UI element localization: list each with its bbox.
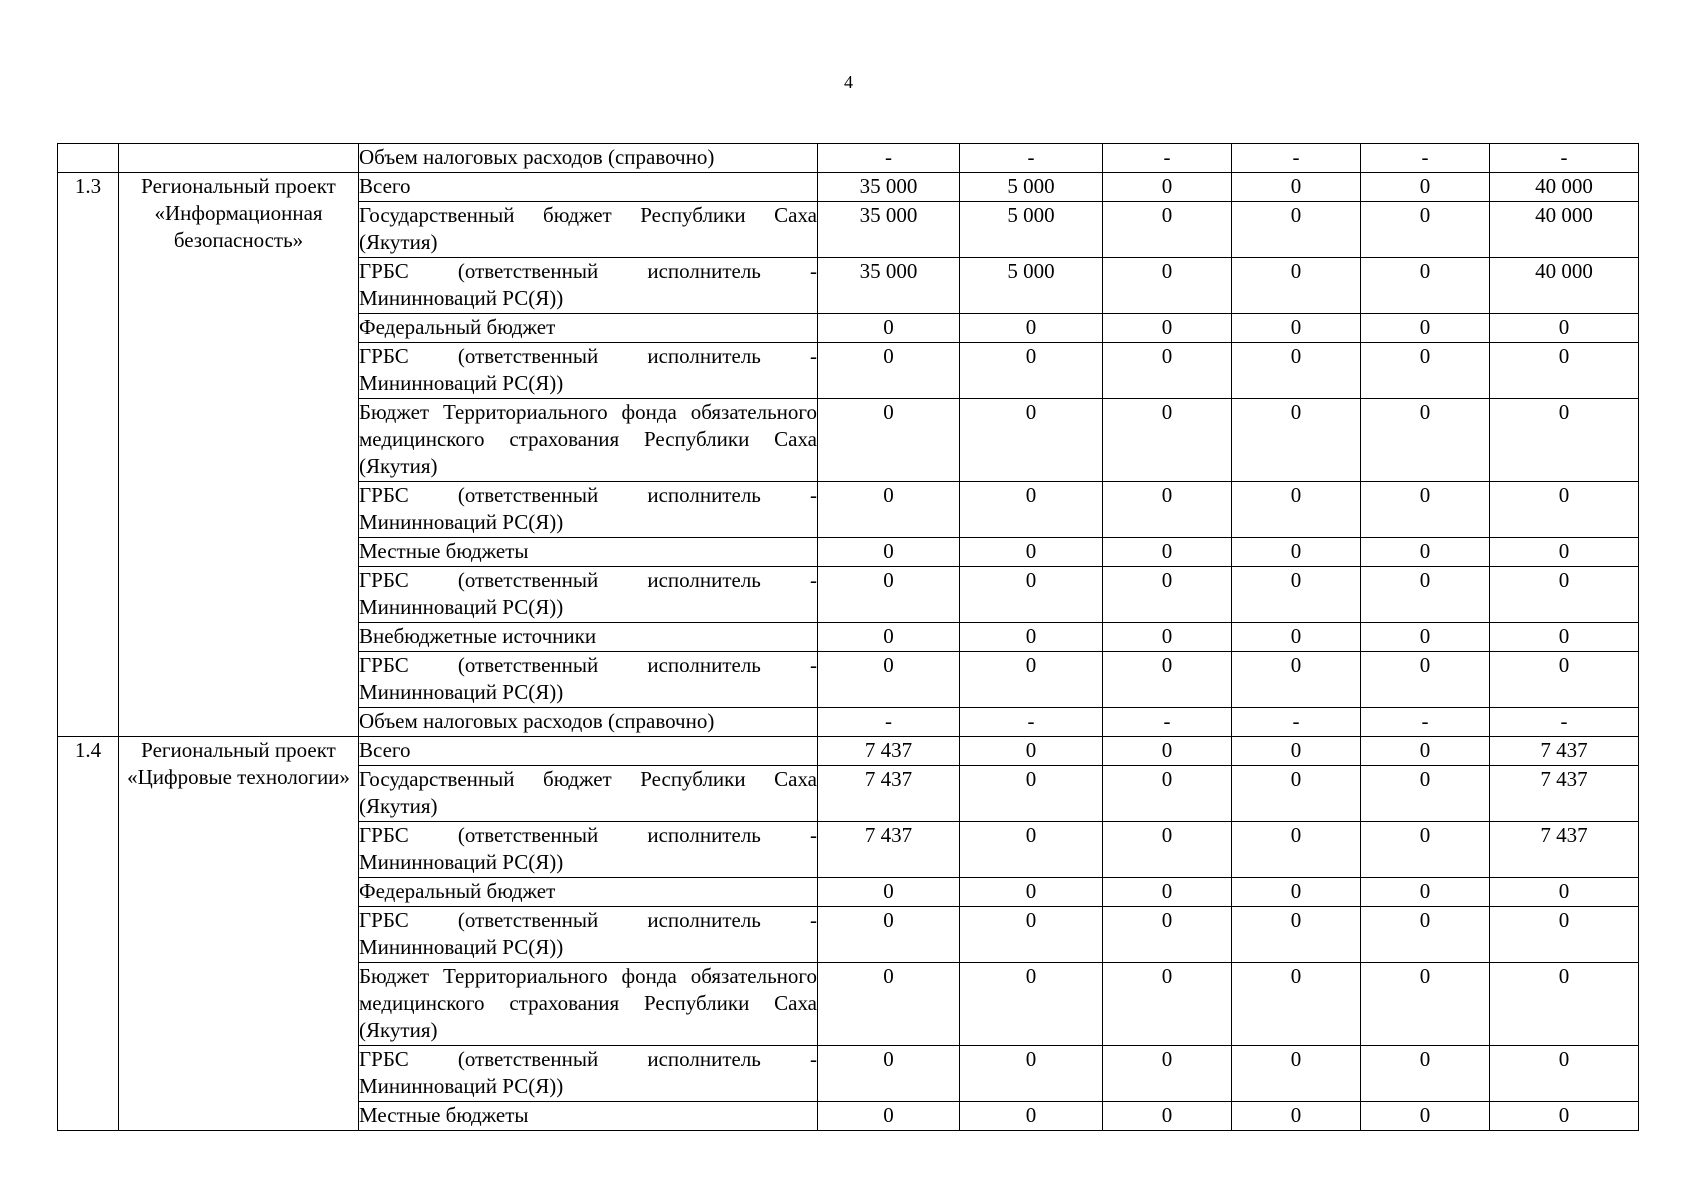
value-cell: 0 xyxy=(960,907,1103,963)
value-cell: 0 xyxy=(960,623,1103,652)
value-cell: 0 xyxy=(1361,258,1490,314)
budget-table xyxy=(57,143,1639,1131)
value-cell: 0 xyxy=(1232,1102,1361,1131)
value-cell: 0 xyxy=(818,623,960,652)
funding-source-label: Федеральный бюджет xyxy=(359,879,556,903)
value-cell: 0 xyxy=(1490,538,1639,567)
value-cell: - xyxy=(818,708,960,737)
funding-source-cell xyxy=(359,1102,818,1131)
value-cell: 0 xyxy=(1361,1102,1490,1131)
value-cell: 0 xyxy=(1361,907,1490,963)
value-cell: 0 xyxy=(1232,567,1361,623)
funding-source-cell xyxy=(359,1046,818,1102)
value-cell: 0 xyxy=(1103,343,1232,399)
value-cell: 0 xyxy=(1361,399,1490,482)
project-name-cell: Региональный проект «Информационная безопасность» xyxy=(119,173,359,737)
value-cell: - xyxy=(1103,708,1232,737)
value-cell: 0 xyxy=(1361,538,1490,567)
table-row xyxy=(58,173,1639,202)
value-cell: 0 xyxy=(1490,652,1639,708)
funding-source-label: Бюджет Территориального фонда обязательного медицинского страхования Республики Саха (Якутия) xyxy=(359,964,817,1042)
funding-source-label: ГРБС (ответственный исполнитель - Мининноваций РС(Я)) xyxy=(359,1047,817,1098)
value-cell: 0 xyxy=(1232,314,1361,343)
funding-source-label: Бюджет Территориального фонда обязательного медицинского страхования Республики Саха (Якутия) xyxy=(359,400,817,478)
value-cell: 0 xyxy=(818,1046,960,1102)
value-cell: 0 xyxy=(1490,1046,1639,1102)
item-name-cell xyxy=(119,144,359,173)
value-cell: 0 xyxy=(1103,258,1232,314)
funding-source-cell xyxy=(359,258,818,314)
value-cell: 0 xyxy=(818,343,960,399)
value-cell: 0 xyxy=(818,567,960,623)
value-cell: 0 xyxy=(818,538,960,567)
value-cell: 0 xyxy=(1490,399,1639,482)
value-cell: 0 xyxy=(818,652,960,708)
funding-source-cell xyxy=(359,202,818,258)
value-cell: 7 437 xyxy=(818,737,960,766)
funding-source-label: Местные бюджеты xyxy=(359,539,529,563)
value-cell: 0 xyxy=(1361,202,1490,258)
funding-source-label: Государственный бюджет Республики Саха (Якутия) xyxy=(359,203,817,254)
item-number-cell xyxy=(58,144,119,173)
value-cell: - xyxy=(1103,144,1232,173)
funding-source-label: Всего xyxy=(359,174,411,198)
value-cell: - xyxy=(960,708,1103,737)
value-cell: 0 xyxy=(1361,737,1490,766)
funding-source-label: Федеральный бюджет xyxy=(359,315,556,339)
value-cell: 0 xyxy=(960,766,1103,822)
value-cell: 0 xyxy=(960,878,1103,907)
value-cell: 0 xyxy=(1232,878,1361,907)
value-cell: 0 xyxy=(960,822,1103,878)
value-cell: 35 000 xyxy=(818,202,960,258)
value-cell: 40 000 xyxy=(1490,258,1639,314)
value-cell: 0 xyxy=(818,399,960,482)
value-cell: 0 xyxy=(1232,399,1361,482)
value-cell: - xyxy=(1490,708,1639,737)
page-number: 4 xyxy=(844,72,853,92)
value-cell: - xyxy=(1361,708,1490,737)
value-cell: 40 000 xyxy=(1490,202,1639,258)
funding-source-cell xyxy=(359,343,818,399)
value-cell: 0 xyxy=(1490,963,1639,1046)
value-cell: 0 xyxy=(1103,623,1232,652)
item-number-cell: 1.3 xyxy=(58,173,119,737)
funding-source-label: Всего xyxy=(359,738,411,762)
value-cell: 0 xyxy=(1103,1046,1232,1102)
value-cell: 0 xyxy=(818,907,960,963)
value-cell: 0 xyxy=(1232,822,1361,878)
value-cell: 0 xyxy=(1361,343,1490,399)
value-cell: 0 xyxy=(1361,173,1490,202)
funding-source-label: ГРБС (ответственный исполнитель - Мининноваций РС(Я)) xyxy=(359,483,817,534)
funding-source-cell xyxy=(359,907,818,963)
funding-source-label: Объем налоговых расходов (справочно) xyxy=(359,709,715,733)
value-cell: 0 xyxy=(1103,482,1232,538)
value-cell: 0 xyxy=(960,652,1103,708)
value-cell: 0 xyxy=(1103,567,1232,623)
value-cell: 0 xyxy=(1103,963,1232,1046)
funding-source-label: ГРБС (ответственный исполнитель - Мининноваций РС(Я)) xyxy=(359,259,817,310)
value-cell: - xyxy=(960,144,1103,173)
value-cell: 0 xyxy=(960,963,1103,1046)
value-cell: 0 xyxy=(1103,822,1232,878)
project-name-cell: Региональный проект «Цифровые технологии» xyxy=(119,737,359,1131)
funding-source-label: Местные бюджеты xyxy=(359,1103,529,1127)
value-cell: 35 000 xyxy=(818,258,960,314)
funding-source-cell xyxy=(359,963,818,1046)
value-cell: 0 xyxy=(960,314,1103,343)
value-cell: 0 xyxy=(1361,623,1490,652)
value-cell: 0 xyxy=(960,538,1103,567)
value-cell: 0 xyxy=(1232,623,1361,652)
value-cell: 0 xyxy=(1361,1046,1490,1102)
funding-source-cell xyxy=(359,144,818,173)
value-cell: 0 xyxy=(960,567,1103,623)
funding-source-label: Внебюджетные источники xyxy=(359,624,597,648)
value-cell: 0 xyxy=(1232,202,1361,258)
value-cell: 0 xyxy=(818,878,960,907)
value-cell: 0 xyxy=(1232,343,1361,399)
value-cell: - xyxy=(818,144,960,173)
value-cell: 0 xyxy=(818,963,960,1046)
value-cell: 0 xyxy=(1103,652,1232,708)
funding-source-cell xyxy=(359,173,818,202)
funding-source-label: ГРБС (ответственный исполнитель - Мининноваций РС(Я)) xyxy=(359,823,817,874)
value-cell: 0 xyxy=(1490,878,1639,907)
value-cell: 0 xyxy=(1232,963,1361,1046)
value-cell: 7 437 xyxy=(1490,737,1639,766)
funding-source-cell xyxy=(359,766,818,822)
value-cell: 0 xyxy=(1490,623,1639,652)
value-cell: 0 xyxy=(960,399,1103,482)
value-cell: 0 xyxy=(1103,314,1232,343)
value-cell: 5 000 xyxy=(960,202,1103,258)
funding-source-label: ГРБС (ответственный исполнитель - Мининноваций РС(Я)) xyxy=(359,568,817,619)
value-cell: 5 000 xyxy=(960,258,1103,314)
value-cell: 0 xyxy=(1361,963,1490,1046)
value-cell: 35 000 xyxy=(818,173,960,202)
value-cell: 0 xyxy=(960,737,1103,766)
value-cell: 0 xyxy=(1103,737,1232,766)
value-cell: 0 xyxy=(1232,737,1361,766)
value-cell: 0 xyxy=(1103,907,1232,963)
funding-source-cell xyxy=(359,623,818,652)
value-cell: 0 xyxy=(1232,652,1361,708)
value-cell: 0 xyxy=(1103,878,1232,907)
value-cell: 0 xyxy=(1103,1102,1232,1131)
value-cell: 0 xyxy=(1103,399,1232,482)
value-cell: 0 xyxy=(1103,202,1232,258)
value-cell: - xyxy=(1232,144,1361,173)
value-cell: 0 xyxy=(1490,343,1639,399)
value-cell: 0 xyxy=(1490,907,1639,963)
table-body xyxy=(58,144,1639,1131)
funding-source-label: Государственный бюджет Республики Саха (Якутия) xyxy=(359,767,817,818)
value-cell: 0 xyxy=(1103,173,1232,202)
value-cell: - xyxy=(1232,708,1361,737)
value-cell: 0 xyxy=(1490,567,1639,623)
funding-source-label: ГРБС (ответственный исполнитель - Мининноваций РС(Я)) xyxy=(359,908,817,959)
value-cell: 0 xyxy=(960,1046,1103,1102)
funding-source-cell xyxy=(359,652,818,708)
value-cell: 0 xyxy=(818,482,960,538)
funding-source-label: ГРБС (ответственный исполнитель - Мининноваций РС(Я)) xyxy=(359,344,817,395)
value-cell: 0 xyxy=(818,1102,960,1131)
value-cell: 0 xyxy=(1232,258,1361,314)
value-cell: 0 xyxy=(1490,482,1639,538)
funding-source-cell xyxy=(359,482,818,538)
value-cell: 0 xyxy=(1361,766,1490,822)
value-cell: 7 437 xyxy=(1490,766,1639,822)
value-cell: 0 xyxy=(1103,766,1232,822)
value-cell: 0 xyxy=(1361,482,1490,538)
funding-source-cell xyxy=(359,567,818,623)
table-row xyxy=(58,737,1639,766)
value-cell: 0 xyxy=(1490,314,1639,343)
value-cell: 0 xyxy=(1232,1046,1361,1102)
value-cell: 0 xyxy=(1232,173,1361,202)
value-cell: 5 000 xyxy=(960,173,1103,202)
value-cell: 0 xyxy=(1232,766,1361,822)
value-cell: 0 xyxy=(1361,567,1490,623)
value-cell: 0 xyxy=(1103,538,1232,567)
value-cell: 0 xyxy=(1361,822,1490,878)
value-cell: 0 xyxy=(960,343,1103,399)
value-cell: 40 000 xyxy=(1490,173,1639,202)
funding-source-label: Объем налоговых расходов (справочно) xyxy=(359,145,715,169)
funding-source-cell xyxy=(359,737,818,766)
value-cell: 0 xyxy=(1232,907,1361,963)
value-cell: 0 xyxy=(1232,538,1361,567)
funding-source-cell xyxy=(359,822,818,878)
value-cell: - xyxy=(1490,144,1639,173)
value-cell: 0 xyxy=(818,314,960,343)
value-cell: 0 xyxy=(1361,652,1490,708)
value-cell: - xyxy=(1361,144,1490,173)
table-row xyxy=(58,144,1639,173)
funding-source-cell xyxy=(359,399,818,482)
item-number-cell: 1.4 xyxy=(58,737,119,1131)
value-cell: 0 xyxy=(960,1102,1103,1131)
value-cell: 0 xyxy=(1361,878,1490,907)
value-cell: 0 xyxy=(960,482,1103,538)
funding-source-cell xyxy=(359,878,818,907)
value-cell: 7 437 xyxy=(1490,822,1639,878)
funding-source-cell xyxy=(359,314,818,343)
funding-source-label: ГРБС (ответственный исполнитель - Мининноваций РС(Я)) xyxy=(359,653,817,704)
value-cell: 0 xyxy=(1361,314,1490,343)
funding-source-cell xyxy=(359,708,818,737)
value-cell: 0 xyxy=(1490,1102,1639,1131)
value-cell: 0 xyxy=(1232,482,1361,538)
funding-source-cell xyxy=(359,538,818,567)
value-cell: 7 437 xyxy=(818,822,960,878)
value-cell: 7 437 xyxy=(818,766,960,822)
